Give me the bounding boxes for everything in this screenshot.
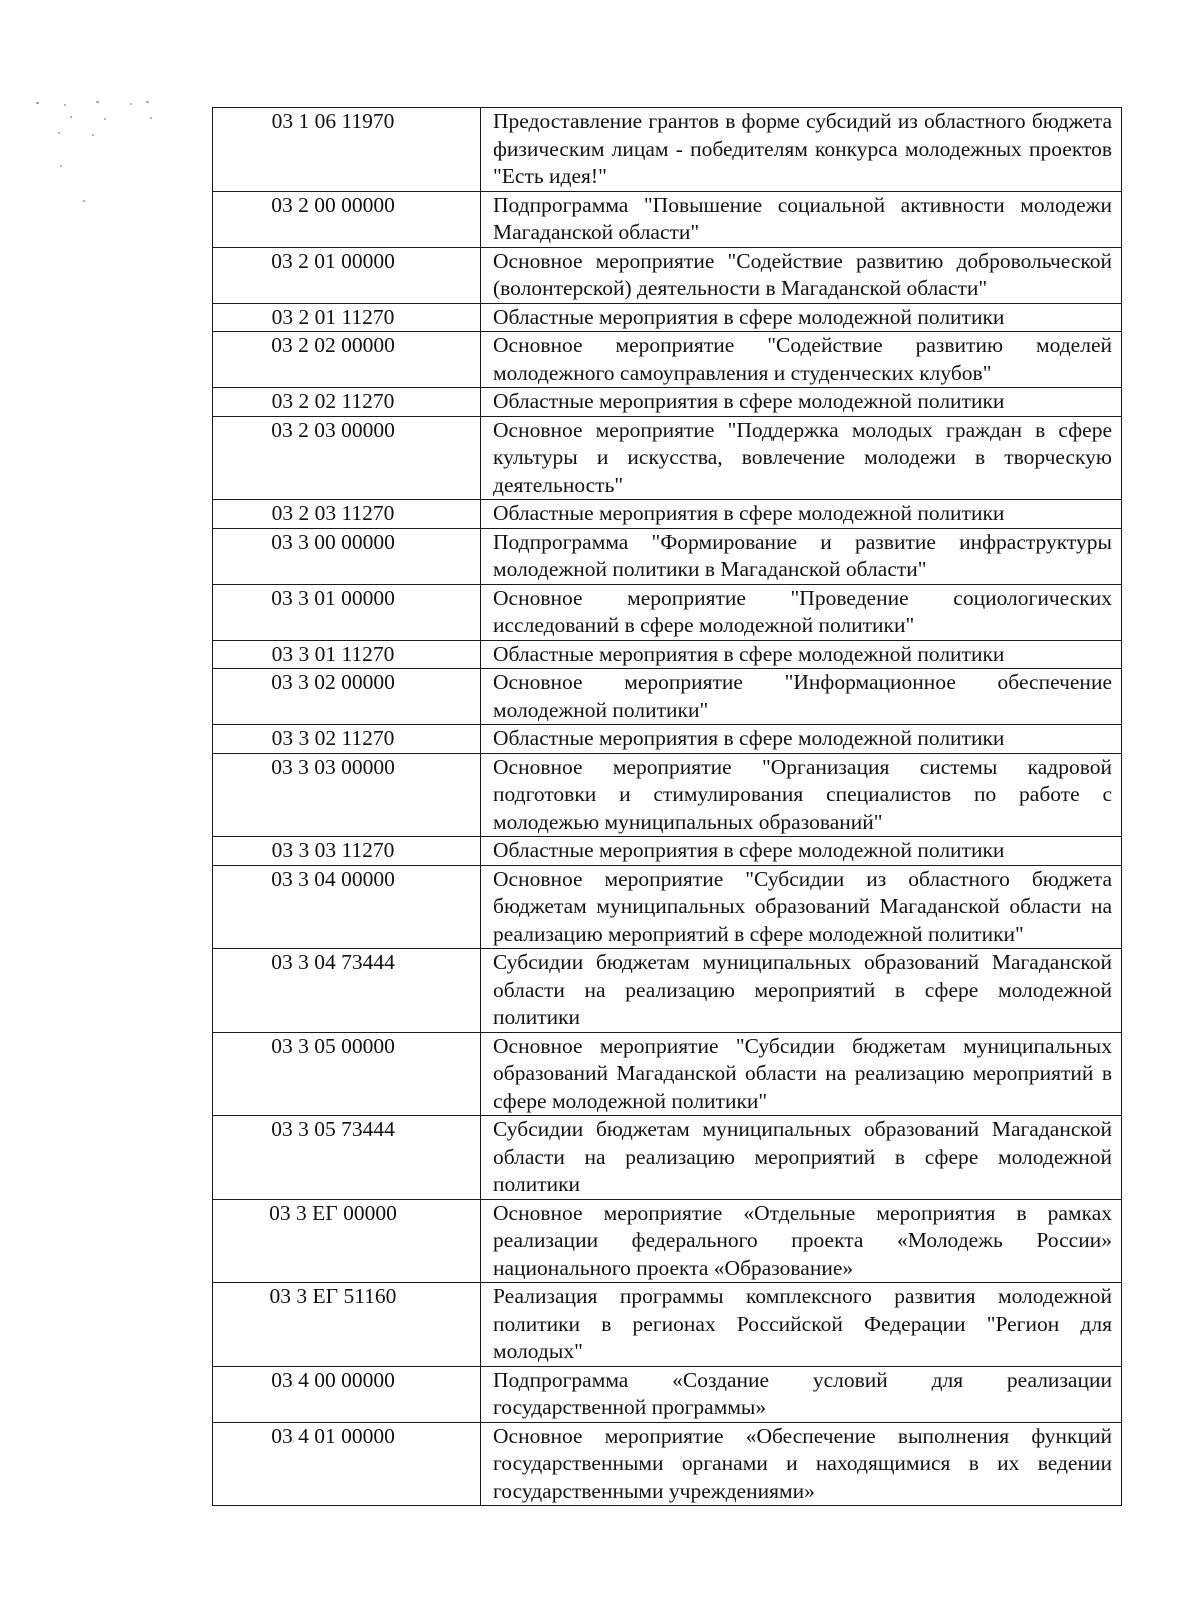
code-cell: 03 3 03 11270 — [213, 837, 481, 866]
scan-speck — [64, 104, 66, 106]
description-cell: Основное мероприятие "Содействие развитию добровольческой (волонтерской) деятельности в Магаданской области" — [481, 247, 1122, 303]
description-cell: Основное мероприятие «Обеспечение выполнения функций государственными органами и находящимися в их ведении государственными учреждениями» — [481, 1422, 1122, 1506]
description-cell: Предоставление грантов в форме субсидий из областного бюджета физическим лицам - победителям конкурса молодежных проектов "Есть идея!" — [481, 108, 1122, 192]
table-row — [213, 669, 1122, 725]
description-cell: Основное мероприятие "Проведение социологических исследований в сфере молодежной политики" — [481, 584, 1122, 640]
description-cell: Субсидии бюджетам муниципальных образований Магаданской области на реализацию мероприятий в сфере молодежной политики — [481, 1116, 1122, 1200]
code-cell: 03 3 00 00000 — [213, 528, 481, 584]
table-row — [213, 949, 1122, 1033]
description-cell: Основное мероприятие "Субсидии бюджетам муниципальных образований Магаданской области на реализацию мероприятий в сфере молодежной политики" — [481, 1032, 1122, 1116]
description-cell: Областные мероприятия в сфере молодежной политики — [481, 640, 1122, 669]
description-cell: Областные мероприятия в сфере молодежной политики — [481, 303, 1122, 332]
code-cell: 03 4 01 00000 — [213, 1422, 481, 1506]
code-cell: 03 2 01 00000 — [213, 247, 481, 303]
code-cell: 03 3 ЕГ 00000 — [213, 1199, 481, 1283]
code-cell: 03 3 04 73444 — [213, 949, 481, 1033]
code-cell: 03 3 01 11270 — [213, 640, 481, 669]
description-cell: Областные мероприятия в сфере молодежной политики — [481, 388, 1122, 417]
code-cell: 03 2 03 11270 — [213, 500, 481, 529]
description-cell: Основное мероприятие "Поддержка молодых граждан в сфере культуры и искусства, вовлечение молодежи в творческую деятельность" — [481, 416, 1122, 500]
scan-speck — [60, 165, 62, 167]
table-row — [213, 332, 1122, 388]
table-row — [213, 1116, 1122, 1200]
code-cell: 03 3 05 00000 — [213, 1032, 481, 1116]
table-row — [213, 108, 1122, 192]
description-cell: Основное мероприятие "Организация системы кадровой подготовки и стимулирования специалистов по работе с молодежью муниципальных образований" — [481, 753, 1122, 837]
scan-speck — [58, 132, 60, 134]
table-row — [213, 837, 1122, 866]
description-cell: Подпрограмма "Формирование и развитие инфраструктуры молодежной политики в Магаданской области" — [481, 528, 1122, 584]
table-row — [213, 584, 1122, 640]
table-row — [213, 528, 1122, 584]
code-cell: 03 4 00 00000 — [213, 1366, 481, 1422]
table-row — [213, 191, 1122, 247]
code-cell: 03 3 04 00000 — [213, 865, 481, 949]
table-row — [213, 388, 1122, 417]
code-cell: 03 3 02 00000 — [213, 669, 481, 725]
scan-speck — [130, 103, 132, 105]
description-cell: Субсидии бюджетам муниципальных образований Магаданской области на реализацию мероприятий в сфере молодежной политики — [481, 949, 1122, 1033]
code-cell: 03 2 02 00000 — [213, 332, 481, 388]
description-cell: Подпрограмма "Повышение социальной активности молодежи Магаданской области" — [481, 191, 1122, 247]
description-cell: Основное мероприятие "Содействие развитию моделей молодежного самоуправления и студенческих клубов" — [481, 332, 1122, 388]
scan-speck — [96, 101, 99, 103]
table-row — [213, 247, 1122, 303]
code-cell: 03 3 01 00000 — [213, 584, 481, 640]
scan-speck — [146, 101, 149, 103]
code-cell: 03 2 00 00000 — [213, 191, 481, 247]
scan-speck — [36, 102, 39, 104]
table-row — [213, 725, 1122, 754]
table-row — [213, 1422, 1122, 1506]
scan-speck — [150, 117, 152, 119]
scan-speck — [83, 200, 85, 202]
budget-code-table — [212, 107, 1122, 1506]
table-row — [213, 753, 1122, 837]
code-cell: 03 3 02 11270 — [213, 725, 481, 754]
scan-speck — [92, 134, 94, 136]
table-row — [213, 303, 1122, 332]
description-cell: Подпрограмма «Создание условий для реализации государственной программы» — [481, 1366, 1122, 1422]
code-cell: 03 1 06 11970 — [213, 108, 481, 192]
code-cell: 03 2 02 11270 — [213, 388, 481, 417]
code-cell: 03 2 01 11270 — [213, 303, 481, 332]
description-cell: Областные мероприятия в сфере молодежной политики — [481, 725, 1122, 754]
code-cell: 03 2 03 00000 — [213, 416, 481, 500]
description-cell: Областные мероприятия в сфере молодежной политики — [481, 500, 1122, 529]
table-row — [213, 1366, 1122, 1422]
code-cell: 03 3 05 73444 — [213, 1116, 481, 1200]
scan-speck — [70, 116, 72, 118]
description-cell: Основное мероприятие "Информационное обеспечение молодежной политики" — [481, 669, 1122, 725]
description-cell: Основное мероприятие «Отдельные мероприятия в рамках реализации федерального проекта «Молодежь России» национального проекта «Образование» — [481, 1199, 1122, 1283]
description-cell: Реализация программы комплексного развития молодежной политики в регионах Российской Федерации "Регион для молодых" — [481, 1283, 1122, 1367]
table-row — [213, 1032, 1122, 1116]
description-cell: Областные мероприятия в сфере молодежной политики — [481, 837, 1122, 866]
table-row — [213, 1283, 1122, 1367]
table-row — [213, 500, 1122, 529]
scan-speck — [104, 118, 106, 120]
table-row — [213, 865, 1122, 949]
table-body — [213, 108, 1122, 1506]
table-row — [213, 416, 1122, 500]
code-cell: 03 3 03 00000 — [213, 753, 481, 837]
code-cell: 03 3 ЕГ 51160 — [213, 1283, 481, 1367]
description-cell: Основное мероприятие "Субсидии из областного бюджета бюджетам муниципальных образований Магаданской области на реализацию мероприятий в сфере молодежной политики" — [481, 865, 1122, 949]
table-row — [213, 640, 1122, 669]
table-row — [213, 1199, 1122, 1283]
